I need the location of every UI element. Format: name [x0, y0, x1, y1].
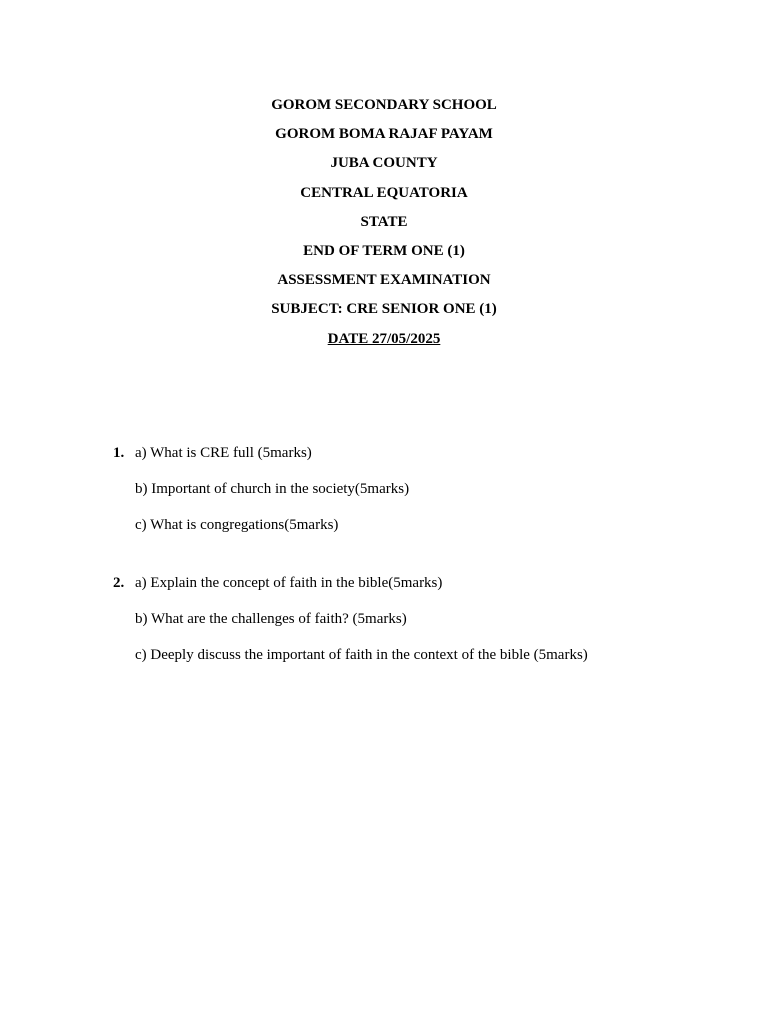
question-part-a: a) What is CRE full (5marks) — [135, 445, 312, 461]
question-part-b: b) What are the challenges of faith? (5marks) — [135, 611, 407, 627]
question-part-c: c) Deeply discuss the important of faith in the context of the bible (5marks) — [135, 647, 588, 663]
school-name: GOROM SECONDARY SCHOOL — [271, 97, 497, 113]
question-list — [113, 442, 733, 702]
state-label: STATE — [360, 213, 408, 230]
subject-label: SUBJECT: CRE SENIOR ONE (1) — [271, 301, 497, 318]
question-number: 2. — [113, 575, 125, 591]
payam-name: GOROM BOMA RAJAF PAYAM — [275, 126, 493, 143]
question-part-b: b) Important of church in the society(5marks) — [135, 481, 410, 497]
question-1 — [113, 442, 733, 536]
question-number: 1. — [113, 445, 125, 461]
region-name: CENTRAL EQUATORIA — [300, 184, 468, 201]
county-name: JUBA COUNTY — [330, 155, 438, 172]
question-parts — [135, 442, 733, 536]
exam-date-text: DATE 27/05/2025 — [327, 330, 441, 347]
question-2 — [113, 572, 733, 666]
exam-date — [0, 325, 768, 354]
term-label: END OF TERM ONE (1) — [303, 242, 465, 259]
question-parts — [135, 572, 733, 666]
exam-type: ASSESSMENT EXAMINATION — [277, 272, 491, 289]
question-part-c: c) What is congregations(5marks) — [135, 517, 339, 533]
question-part-a: a) Explain the concept of faith in the bible(5marks) — [135, 575, 443, 591]
exam-header — [0, 91, 768, 354]
